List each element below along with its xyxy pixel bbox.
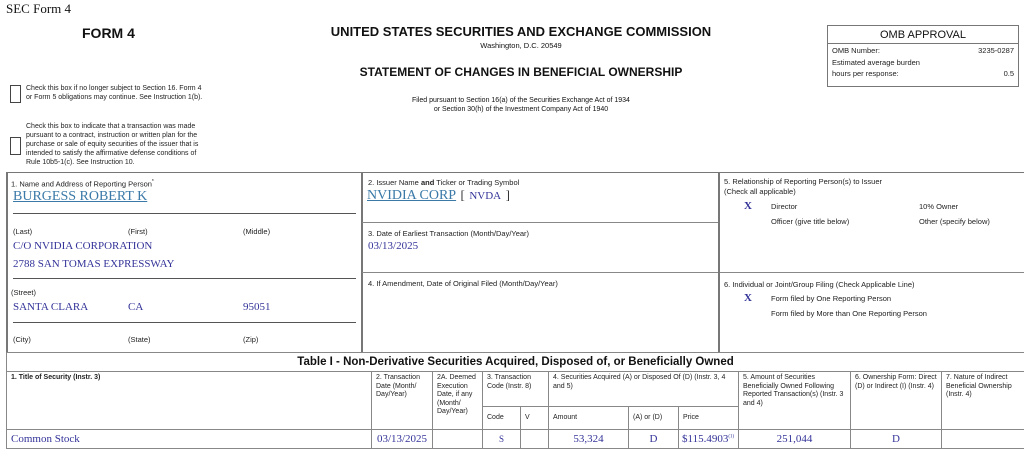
box1-label-text: 1. Name and Address of Reporting Person [11,179,152,189]
street-label: (Street) [11,288,37,297]
statement-title: STATEMENT OF CHANGES IN BENEFICIAL OWNERSHIP [359,65,683,79]
rule10b5-text [26,122,198,167]
address-line2: 2788 SAN TOMAS EXPRESSWAY [13,258,175,270]
col6-header: 6. Ownership Form: Direct (D) or Indirect (I) (Instr. 4) [851,372,942,430]
box2-label-prefix: 2. Issuer Name [368,178,421,187]
filed-pursuant-line1: Filed pursuant to Section 16(a) of the Securities Exchange Act of 1934 [412,97,630,104]
price: $115.4903 [682,433,729,445]
omb-number-row [828,44,1018,56]
section16-line2: or Form 5 obligations may continue. See Instruction 1(b). [26,94,203,101]
first-label: (First) [128,227,148,236]
address-line1: C/O NVIDIA CORPORATION [13,240,153,252]
section16-checkbox[interactable] [10,85,21,103]
more-person-label: Form filed by More than One Reporting Person [771,309,927,318]
middle-label: (Middle) [243,227,271,236]
last-label: (Last) [13,227,33,236]
box6-label: 6. Individual or Joint/Group Filing (Check Applicable Line) [724,280,915,289]
other-label: Other (specify below) [919,217,990,226]
deemed-execution-date [433,430,483,449]
owned-following: 251,044 [739,430,851,449]
box5-label [724,177,882,196]
col2a-header: 2A. Deemed Execution Date, if any (Month/ Day/Year) [433,372,483,430]
omb-number-value: 3235-0287 [978,46,1014,55]
omb-burden-label: Estimated average burden [832,57,920,67]
divider-col2 [718,172,720,352]
col4-price-header: Price [679,407,739,430]
ten-pct-owner-label: 10% Owner [919,202,959,211]
box2-label-and: and [420,178,435,187]
rule10b5-line1: Check this box to indicate that a transaction was made [26,123,196,130]
one-person-label: Form filed by One Reporting Person [771,294,892,303]
col5-header: 5. Amount of Securities Beneficially Owned Following Reported Transaction(s) (Instr. 3 and 4) [739,372,851,430]
earliest-transaction-date: 03/13/2025 [368,240,419,252]
zip-label: (Zip) [243,335,259,344]
divider-box2-box3 [362,222,718,223]
transaction-v [521,430,549,449]
table1-title: Table I - Non-Derivative Securities Acquired, Disposed of, or Beneficially Owned [7,353,1024,372]
zip-value: 95051 [243,301,271,313]
col4-aord-header: (A) or (D) [629,407,679,430]
col4-header: 4. Securities Acquired (A) or Disposed Of (D) (Instr. 3, 4 and 5) [549,372,739,407]
city-label: (City) [13,335,31,344]
officer-label: Officer (give title below) [771,217,850,226]
issuer-line [367,186,510,204]
rule10b5-line2: pursuant to a contract, instruction or written plan for the [26,132,198,139]
issuer-name-link[interactable]: NVIDIA CORP [367,188,457,203]
table1-header-row1 [7,372,1024,407]
divider-box5-box6 [720,272,1024,273]
col3-v-header: V [521,407,549,430]
director-check-mark[interactable]: X [744,200,752,212]
bracket-close: ] [505,187,510,202]
omb-title: OMB APPROVAL [828,26,1018,44]
sec-form-label: SEC Form 4 [6,1,72,16]
acquired-or-disposed: D [629,430,679,449]
one-person-check-mark[interactable]: X [744,292,752,304]
omb-hours-row [828,67,1018,79]
bracket-open: [ [460,187,465,202]
name-underline [13,213,356,214]
omb-approval-box [827,25,1019,87]
rule10b5-checkbox[interactable] [10,137,21,155]
divider-col1 [361,172,363,352]
form-name: FORM 4 [82,25,135,41]
col1-header: 1. Title of Security (Instr. 3) [7,372,372,430]
street-underline [13,278,356,279]
price-cell [679,430,739,449]
col2-header: 2. Transaction Date (Month/ Day/Year) [372,372,433,430]
city-underline [13,322,356,323]
section16-line1: Check this box if no longer subject to Section 16. Form 4 [26,85,202,92]
transaction-code: S [483,430,521,449]
omb-hours-value: 0.5 [1003,69,1014,78]
table-row [7,430,1024,449]
col7-header: 7. Nature of Indirect Beneficial Ownership (Instr. 4) [942,372,1024,430]
state-value: CA [128,301,144,313]
box3-label: 3. Date of Earliest Transaction (Month/Day/Year) [368,229,530,238]
nature-of-ownership [942,430,1024,449]
agency-city: Washington, D.C. 20549 [480,41,562,50]
section16-text [26,84,202,102]
col4-amount-header: Amount [549,407,629,430]
rule10b5-line3: purchase or sale of equity securities of the issuer that is [26,141,199,148]
state-label: (State) [128,335,151,344]
price-footnote: (1) [728,434,735,440]
transaction-date: 03/13/2025 [372,430,433,449]
box4-label: 4. If Amendment, Date of Original Filed (Month/Day/Year) [368,279,558,288]
filed-pursuant [320,96,722,114]
agency-title: UNITED STATES SECURITIES AND EXCHANGE COMMISSION [330,24,712,39]
reporting-person-name-link[interactable]: BURGESS ROBERT K [13,189,148,204]
omb-hours-label: hours per response: [832,69,899,78]
col3-header: 3. Transaction Code (Instr. 8) [483,372,549,407]
box1-label [11,178,154,189]
rule10b5-line5: Rule 10b5-1(c). See Instruction 10. [26,159,135,166]
box5-label-line2: (Check all applicable) [724,186,796,196]
director-label: Director [771,202,798,211]
security-title: Common Stock [7,430,372,449]
required-asterisk: * [151,179,154,185]
box5-label-line1: 5. Relationship of Reporting Person(s) to Issuer [724,177,882,186]
table1-non-derivative [6,352,1024,449]
ownership-form: D [851,430,942,449]
city-value: SANTA CLARA [13,301,89,313]
amount: 53,324 [549,430,629,449]
divider-box3-box4 [362,272,718,273]
box2-label-suffix: Ticker or Trading Symbol [434,178,520,187]
col3-code-header: Code [483,407,521,430]
filed-pursuant-line2: or Section 30(h) of the Investment Company Act of 1940 [433,106,609,113]
rule10b5-line4: intended to satisfy the affirmative defense conditions of [26,150,197,157]
ticker-symbol: NVDA [469,190,502,202]
omb-number-label: OMB Number: [832,46,880,55]
table1-title-row [7,353,1024,372]
